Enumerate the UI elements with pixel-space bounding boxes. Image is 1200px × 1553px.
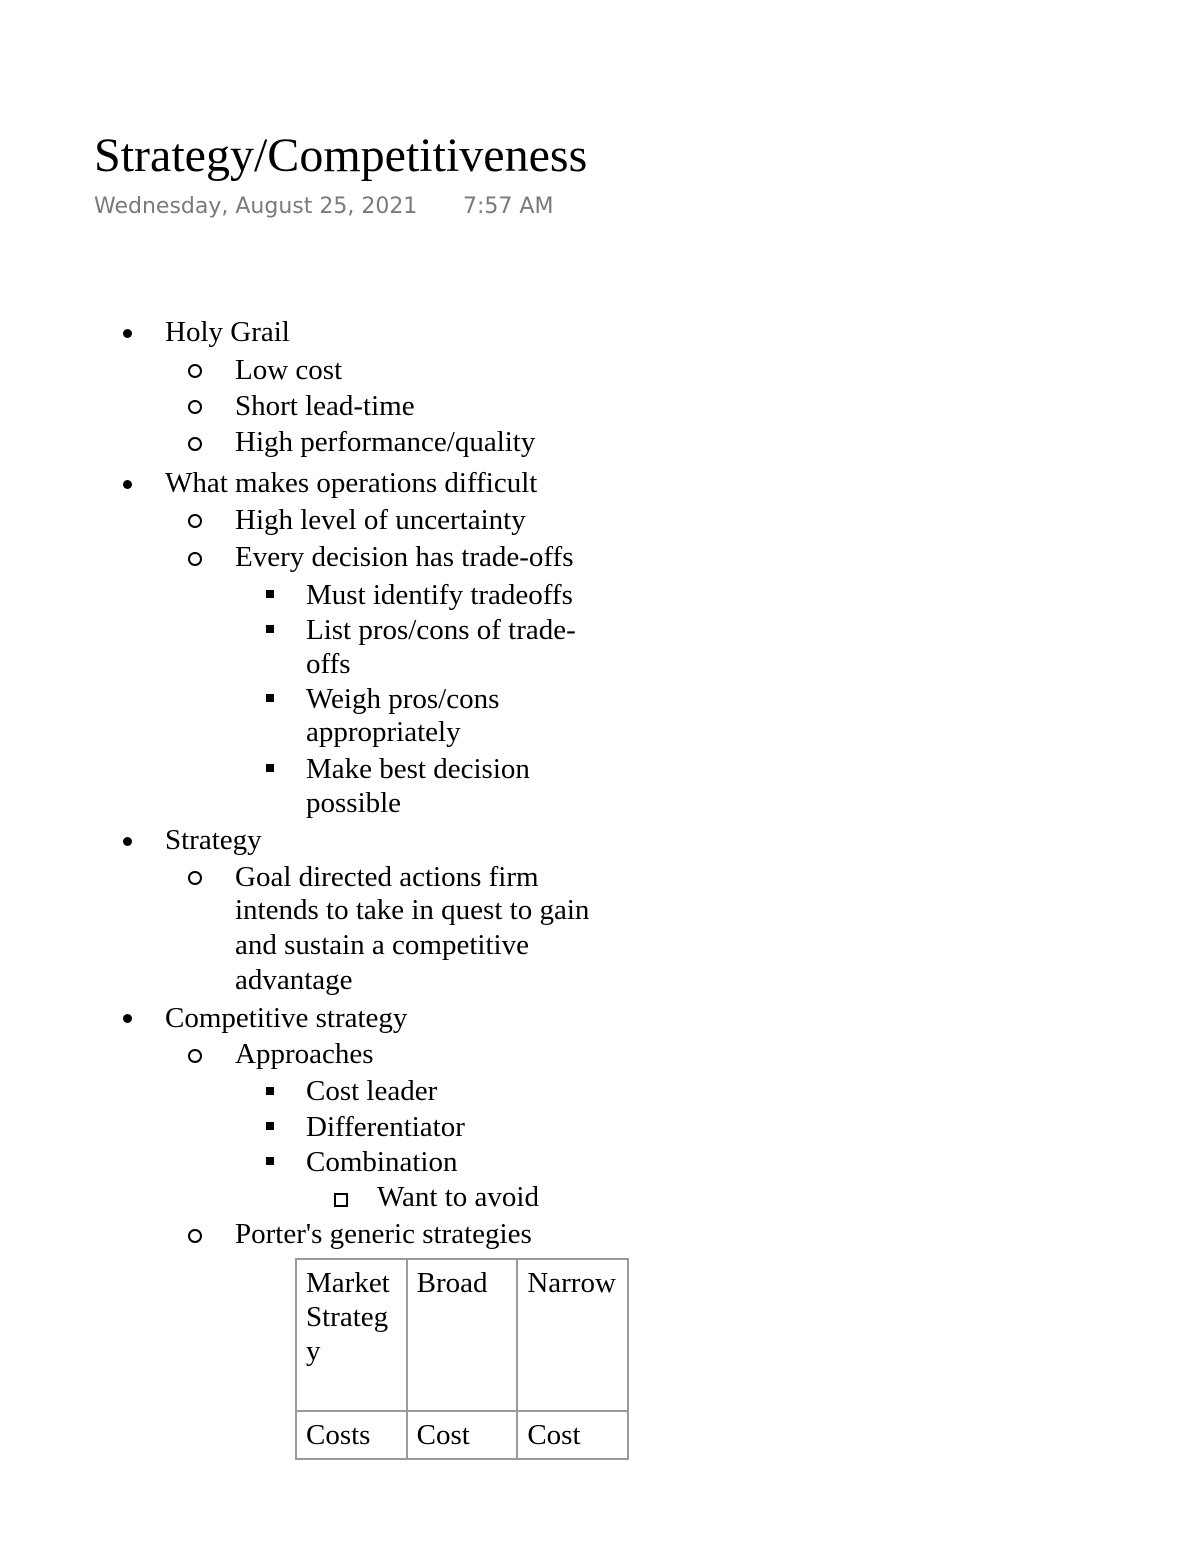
list-item-continuation[interactable]: appropriately [306, 716, 461, 748]
bullet-circle-icon [188, 364, 202, 378]
bullet-circle-icon [188, 400, 202, 414]
table-row [296, 1259, 628, 1411]
bullet-square-icon [266, 1122, 274, 1130]
table-cell[interactable]: Narrow [517, 1259, 628, 1411]
list-item[interactable]: Strategy [165, 824, 262, 856]
bullet-hollow-square-icon [334, 1193, 348, 1207]
table-cell[interactable]: Costs [296, 1411, 407, 1459]
list-item[interactable]: Weigh pros/cons [306, 683, 500, 715]
table-cell[interactable]: Cost [517, 1411, 628, 1459]
list-item[interactable]: Combination [306, 1146, 458, 1178]
list-item[interactable]: Approaches [235, 1038, 374, 1070]
list-item[interactable]: Competitive strategy [165, 1002, 408, 1034]
list-item[interactable]: What makes operations difficult [165, 467, 538, 499]
list-item[interactable]: Porter's generic strategies [235, 1218, 532, 1250]
list-item-continuation[interactable]: offs [306, 648, 351, 680]
bullet-square-icon [266, 1087, 274, 1095]
list-item[interactable]: Must identify tradeoffs [306, 579, 573, 611]
porters-table [295, 1258, 629, 1460]
table-cell[interactable]: Cost [407, 1411, 518, 1459]
list-item[interactable]: Every decision has trade-offs [235, 541, 574, 573]
list-item-continuation[interactable]: and sustain a competitive [235, 929, 529, 961]
table-row [296, 1411, 628, 1459]
bullet-square-icon [266, 764, 274, 772]
list-item[interactable]: High level of uncertainty [235, 504, 526, 536]
bullet-circle-icon [188, 437, 202, 451]
page-time: 7:57 AM [463, 194, 554, 219]
list-item[interactable]: Goal directed actions firm [235, 861, 539, 893]
bullet-circle-icon [188, 1049, 202, 1063]
bullet-square-icon [266, 1157, 274, 1165]
bullet-circle-icon [188, 552, 202, 566]
bullet-disc-icon [123, 837, 132, 846]
list-item-continuation[interactable]: advantage [235, 964, 353, 996]
list-item[interactable]: Low cost [235, 354, 343, 386]
bullet-disc-icon [123, 1014, 132, 1023]
list-item[interactable]: Make best decision [306, 753, 530, 785]
bullet-circle-icon [188, 1229, 202, 1243]
bullet-disc-icon [123, 329, 132, 338]
bullet-square-icon [266, 590, 274, 598]
list-item-continuation[interactable]: intends to take in quest to gain [235, 894, 590, 926]
bullet-square-icon [266, 694, 274, 702]
bullet-square-icon [266, 625, 274, 633]
porters-table-container [295, 1258, 629, 1451]
list-item[interactable]: High performance/quality [235, 426, 536, 458]
list-item[interactable]: Holy Grail [165, 316, 290, 348]
page-date: Wednesday, August 25, 2021 [94, 194, 418, 219]
table-cell[interactable]: Broad [407, 1259, 518, 1411]
bullet-circle-icon [188, 514, 202, 528]
list-item[interactable]: Short lead-time [235, 390, 415, 422]
table-cell[interactable]: Market Strategy [296, 1259, 407, 1411]
list-item[interactable]: Want to avoid [377, 1181, 539, 1213]
list-item-continuation[interactable]: possible [306, 787, 402, 819]
list-item[interactable]: Differentiator [306, 1111, 465, 1143]
list-item[interactable]: List pros/cons of trade- [306, 614, 576, 646]
page-title[interactable]: Strategy/Competitiveness [94, 129, 588, 182]
bullet-circle-icon [188, 871, 202, 885]
bullet-disc-icon [123, 480, 132, 489]
list-item[interactable]: Cost leader [306, 1075, 438, 1107]
